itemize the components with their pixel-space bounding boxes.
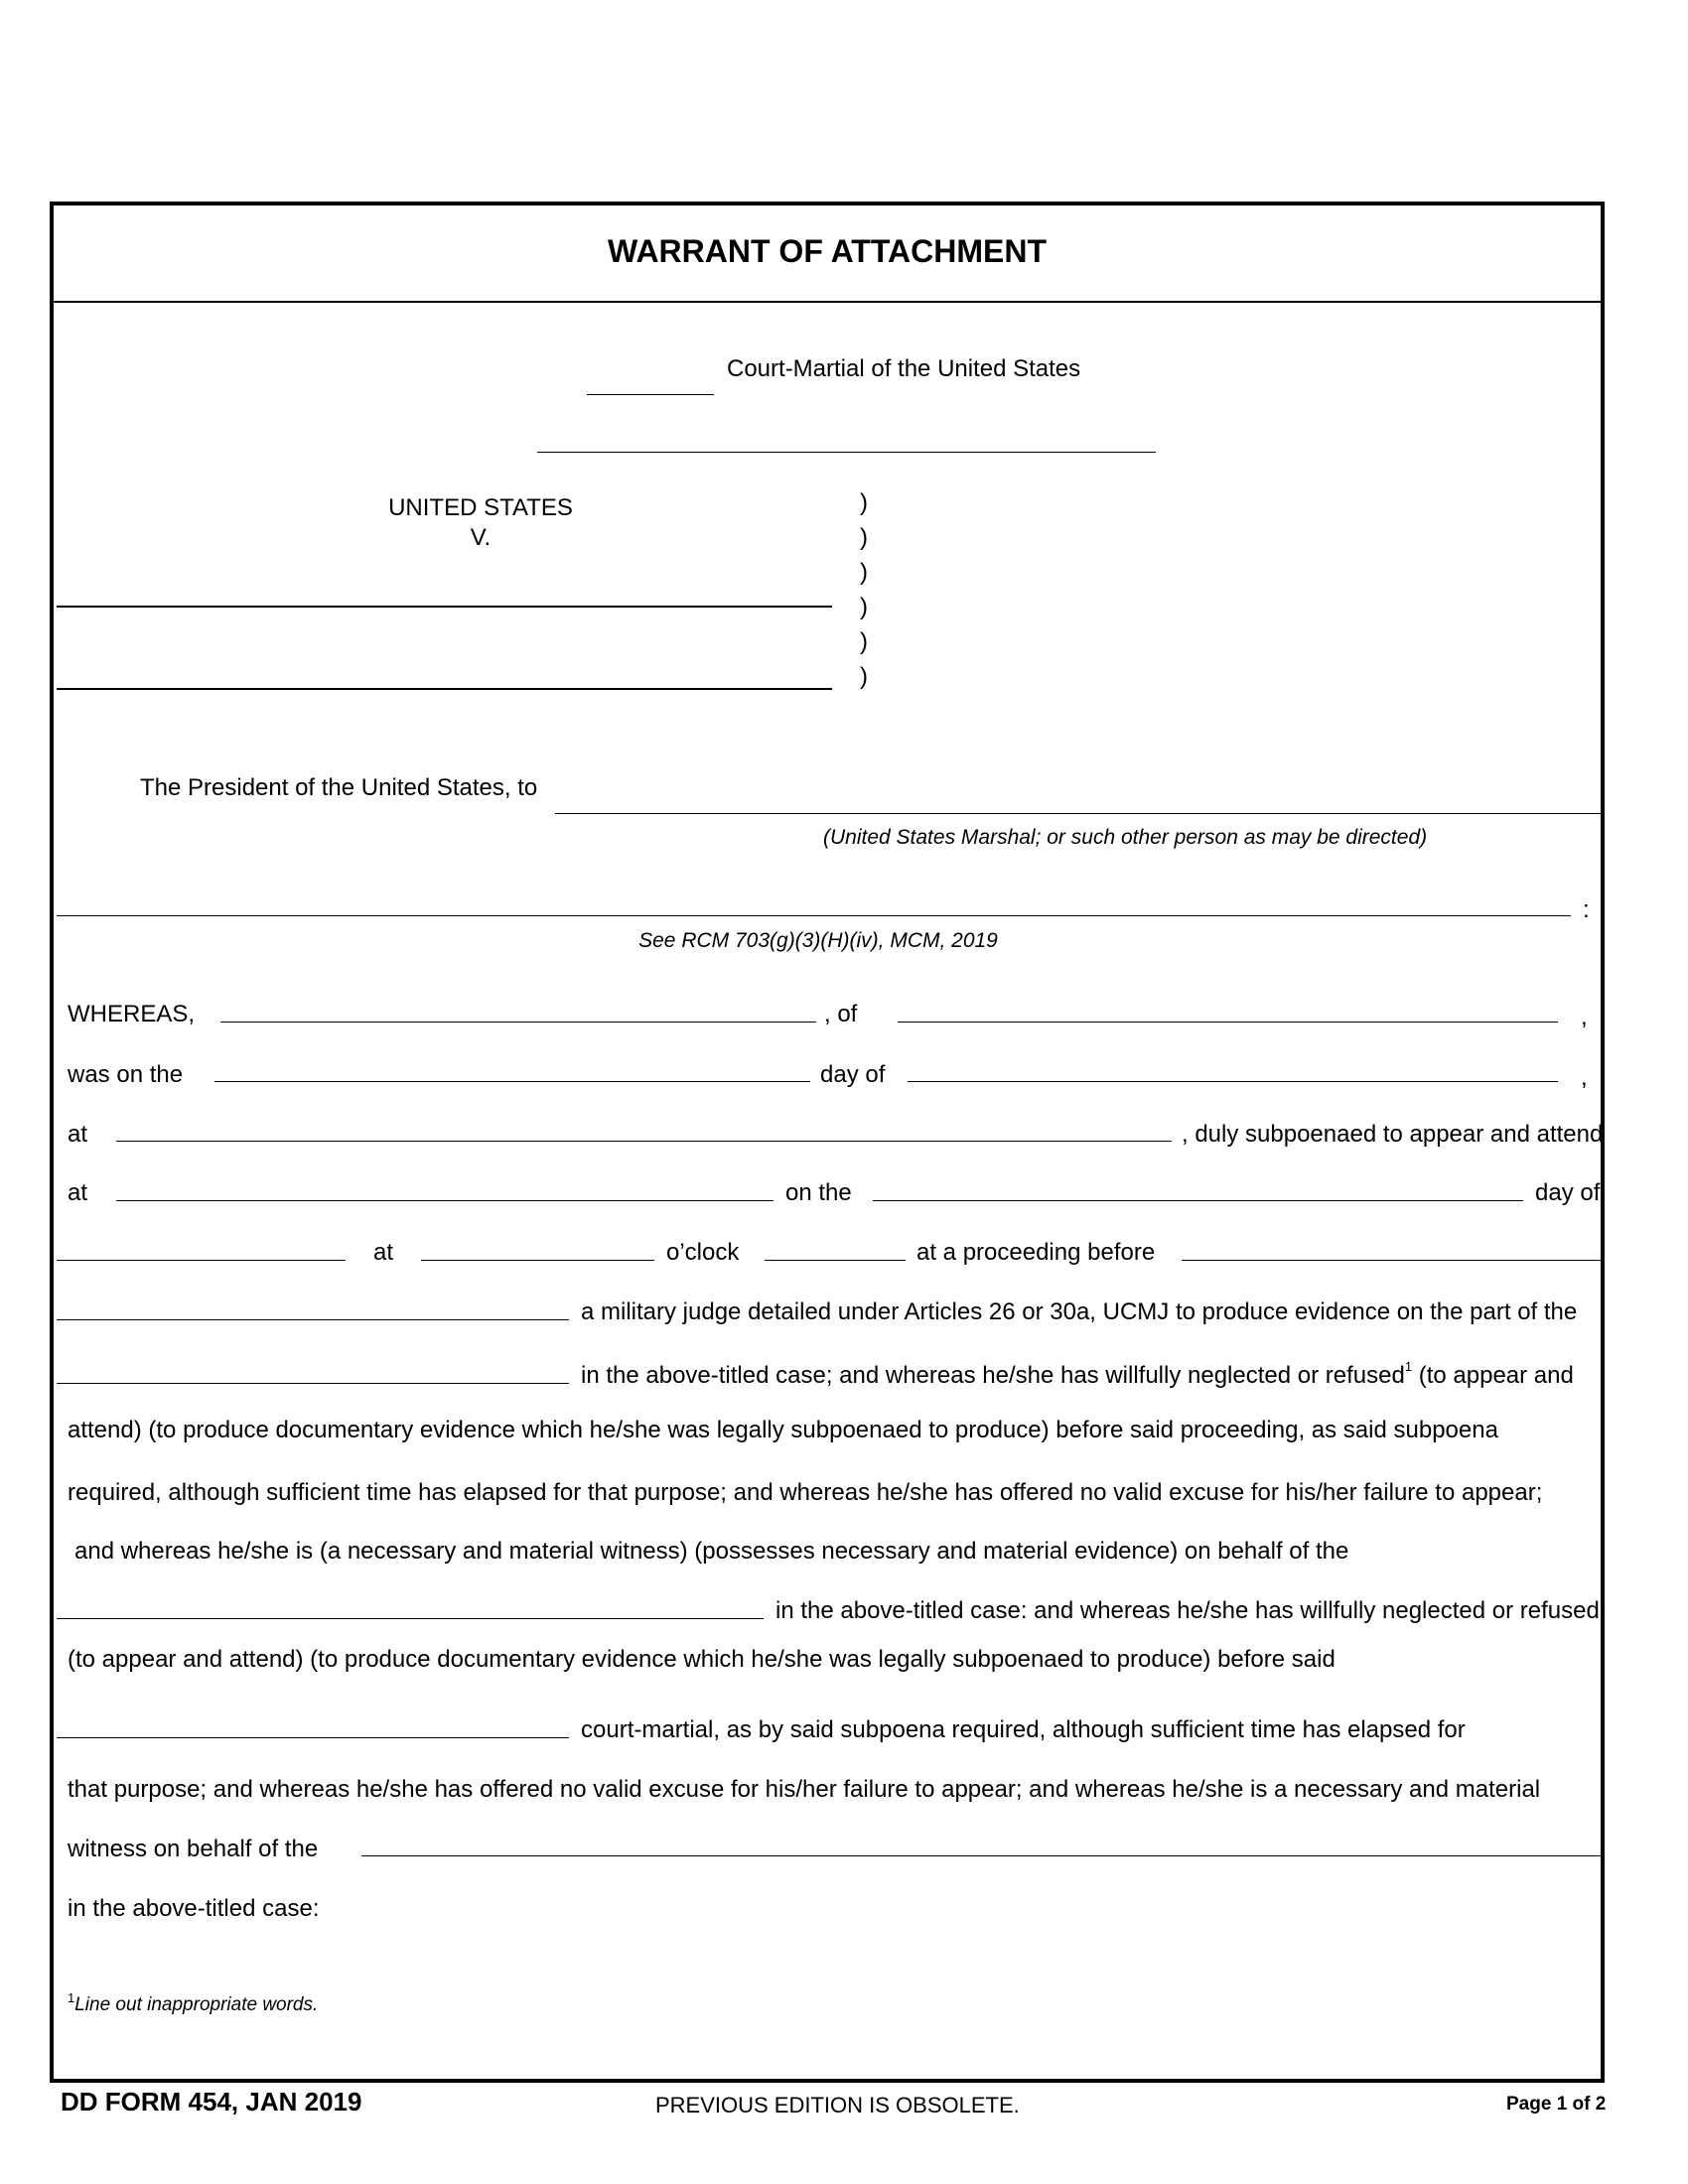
witness-name-field[interactable]	[220, 1022, 816, 1023]
above-titled-text-1: in the above-titled case; and whereas he/she has willfully neglected or refused$^1$ (to appear and	[581, 1359, 1574, 1389]
at-proceeding-before-label: at a proceeding before	[916, 1239, 1156, 1266]
at-label: at	[68, 1179, 88, 1206]
form-number: DD FORM 454, JAN 2019	[61, 2087, 362, 2116]
whereas-label: WHEREAS,	[68, 1001, 196, 1027]
service-day-field[interactable]	[214, 1081, 810, 1082]
rcm-note: See RCM 703(g)(3)(H)(iv), MCM, 2019	[638, 929, 998, 952]
paragraph-line-4: (to appear and attend) (to produce documentary evidence which he/she was legally subpoenaed to produce) before said	[68, 1646, 1336, 1673]
court-type-field-2[interactable]	[57, 1737, 569, 1738]
comma: ,	[1581, 1064, 1588, 1091]
court-martial-text: court-martial, as by said subpoena required, although sufficient time has elapsed for	[581, 1716, 1466, 1743]
service-month-year-field[interactable]	[908, 1081, 1558, 1082]
caption-paren: )	[860, 663, 868, 690]
accused-name-field[interactable]	[57, 606, 832, 608]
at-label: at	[373, 1239, 394, 1266]
page-number: Page 1 of 2	[1506, 2094, 1607, 2115]
marshal-field[interactable]	[555, 813, 1601, 814]
on-the-label: on the	[785, 1179, 852, 1206]
proceeding-location-field[interactable]	[116, 1200, 774, 1201]
form-title: WARRANT OF ATTACHMENT	[608, 233, 1047, 269]
proceeding-before-field[interactable]	[1182, 1260, 1601, 1261]
paragraph-line-2: required, although sufficient time has elapsed for that purpose; and whereas he/she has offered no valid excuse for his/her failure to appear;	[68, 1479, 1543, 1506]
caption-versus: V.	[470, 524, 492, 551]
paragraph-line-3: and whereas he/she is (a necessary and material witness) (possesses necessary and material evidence) on behalf of the	[74, 1538, 1349, 1565]
court-location-field[interactable]	[537, 452, 1156, 453]
above-titled-text-2: in the above-titled case: and whereas he/she has willfully neglected or refused	[775, 1597, 1600, 1624]
footnote-number: 1	[68, 1990, 75, 2005]
caption-paren: )	[860, 559, 868, 586]
caption-plaintiff: UNITED STATES	[388, 494, 573, 521]
witness-address-field[interactable]	[898, 1022, 1558, 1023]
caption-paren: )	[860, 524, 868, 551]
court-type-field[interactable]	[587, 394, 714, 395]
am-pm-field[interactable]	[765, 1260, 906, 1261]
caption-paren: )	[860, 594, 868, 620]
form-frame	[50, 202, 1605, 2083]
oclock-label: o’clock	[666, 1239, 740, 1266]
was-on-the-label: was on the	[68, 1061, 184, 1088]
party-field-1[interactable]	[57, 1383, 569, 1384]
at-label: at	[68, 1121, 88, 1148]
footnote: $^1$Line out inappropriate words.	[68, 1990, 319, 2015]
proceeding-time-field[interactable]	[421, 1260, 654, 1261]
president-to-label: The President of the United States, to	[140, 774, 538, 801]
behalf-party-field[interactable]	[361, 1855, 1601, 1856]
of-label: , of	[824, 1001, 858, 1027]
proceeding-type-field[interactable]	[57, 1319, 569, 1320]
day-of-label: day of	[1535, 1179, 1601, 1206]
footnote-ref: 1	[1404, 1359, 1413, 1374]
accused-info-field[interactable]	[57, 688, 832, 690]
military-judge-text: a military judge detailed under Articles 26 or 30a, UCMJ to produce evidence on the part of the	[581, 1298, 1578, 1325]
comma: ,	[1581, 1004, 1588, 1030]
duly-subpoenaed-text: , duly subpoenaed to appear and attend	[1182, 1121, 1604, 1148]
proceeding-month-year-field[interactable]	[57, 1260, 346, 1261]
caption-paren: )	[860, 628, 868, 655]
witness-behalf-label: witness on behalf of the	[68, 1836, 319, 1862]
proceeding-day-field[interactable]	[873, 1200, 1523, 1201]
paragraph-line-5: that purpose; and whereas he/she has offered no valid excuse for his/her failure to appear; and whereas he/she is a necessary and material	[68, 1776, 1541, 1803]
service-location-field[interactable]	[116, 1141, 1172, 1142]
title-row	[54, 205, 1601, 303]
paragraph-line-1: attend) (to produce documentary evidence which he/she was legally subpoenaed to produce) before said proceeding, as said subpoena	[68, 1417, 1498, 1443]
president-note: (United States Marshal; or such other person as may be directed)	[823, 826, 1428, 849]
above-titled-text-3: in the above-titled case:	[68, 1895, 320, 1922]
colon: :	[1583, 896, 1590, 923]
caption-paren: )	[860, 489, 868, 516]
party-field-2[interactable]	[57, 1618, 764, 1619]
obsolete-notice: PREVIOUS EDITION IS OBSOLETE.	[655, 2093, 1020, 2117]
addressee-field[interactable]	[57, 915, 1571, 916]
court-martial-label: Court-Martial of the United States	[727, 355, 1081, 382]
day-of-label: day of	[820, 1061, 886, 1088]
